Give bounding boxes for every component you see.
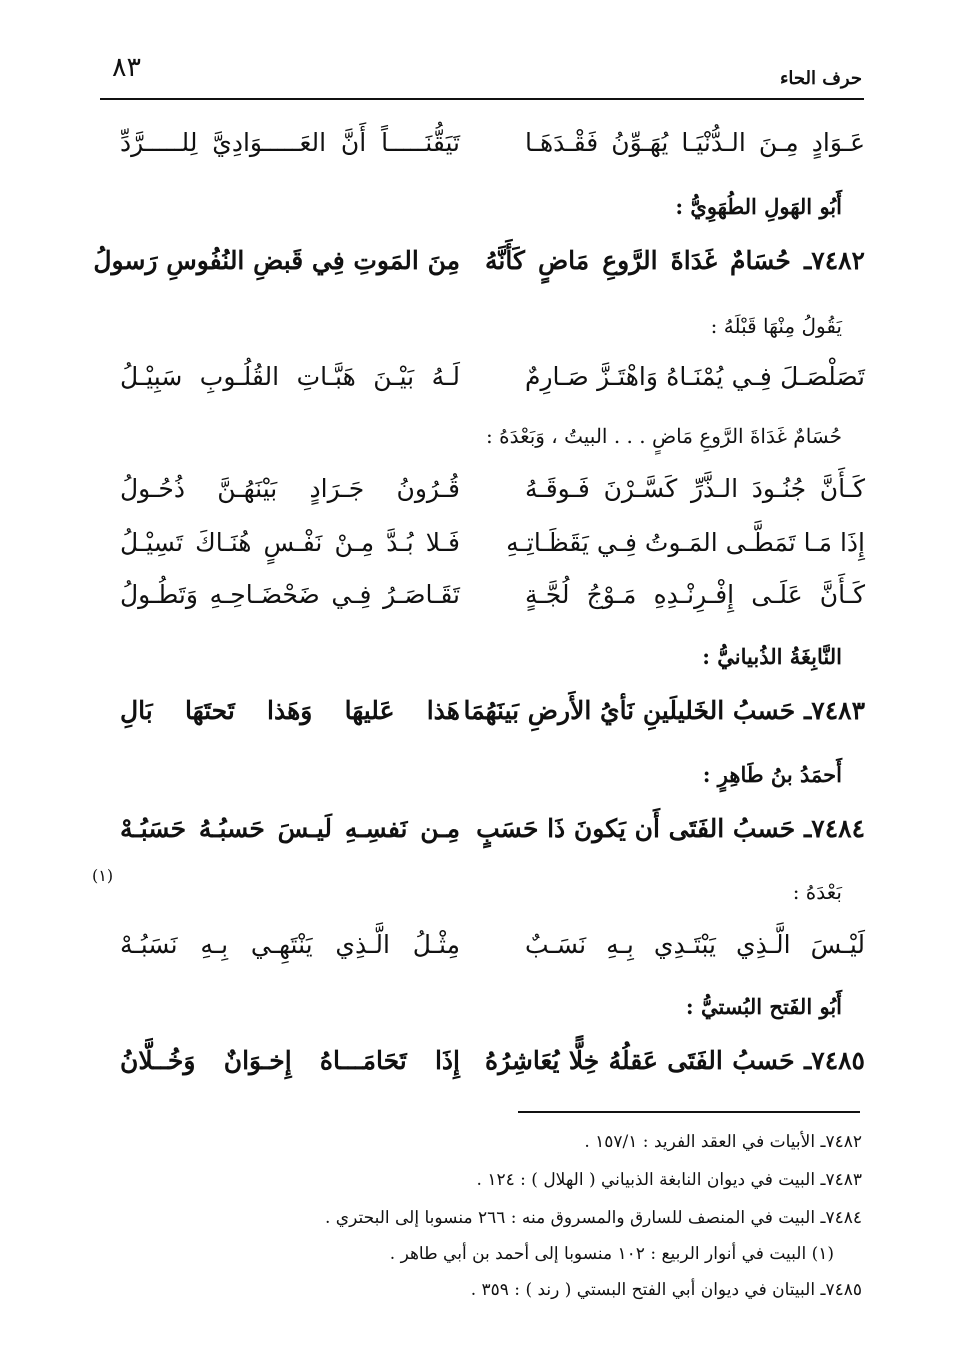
footnote-marker: (١) [92, 866, 114, 885]
verse-first-hemistich: لَيْـسَ الَّـذِي يَبْتَـدِي بِـهِ نَسَـبٌ [525, 930, 865, 959]
header-rule [100, 98, 864, 100]
verse-second-hemistich: هَذا عَليهَا وَهَذا تَحتَهَا بَالِ [120, 696, 460, 725]
verse-line [120, 474, 865, 503]
verse-second-hemistich: إِذَا تَحَامَـــاهُ إِخـوَانٌ وَخُــلَّانُ [120, 1046, 460, 1075]
running-head: حرف الحاء [779, 68, 862, 89]
verse-second-hemistich: لَـهُ بَيْـنَ هَبَّـاتِ القُلُـوبِ سَبِيْـلُ [120, 362, 460, 391]
page-number: ٨٣ [112, 52, 142, 83]
verse-second-hemistich: تَيَقُّنَـــــاً أَنَّ العَـــــوَادِيَّ لِلـــــرَّدِّ [120, 128, 460, 157]
footnote: ٧٤٨٢ـ الأبيات في العقد الفريد : ١٥٧/١ . [584, 1132, 862, 1152]
verse-first-hemistich [476, 814, 865, 843]
verse-first-hemistich: كَـأَنَّ عَلَـى إِفْـرِنْـدِهِ مَـوْجُ لُجَّـةٍ [525, 580, 865, 609]
poet-heading: أَبُو الفَتح البُستيُّ : [685, 994, 842, 1019]
intro-text: بَعْدَهُ : [792, 880, 842, 904]
verse-text: حَسبُ الخَليلَينِ نَأيُ الأَرضِ بَينَهُمَا [463, 696, 796, 725]
verse-line [120, 128, 865, 157]
verse-first-hemistich: تَصَلْصَـلَ فِـي يُمْنَـاهُ وَاهْتَـزَّ صَـارِمٌ [525, 362, 865, 391]
intro-text: حُسَامٌ غَدَاةَ الرَّوعِ مَاضٍ . . . البيتُ ، وَبَعْدَهُ : [486, 424, 842, 448]
verse-line [120, 580, 865, 609]
verse-number: ٧٤٨٣ـ [803, 696, 865, 725]
poet-heading: النَّابِغَةُ الذُبيانيُّ : [702, 644, 842, 669]
verse-first-hemistich [463, 696, 865, 725]
intro-text: يَقُولُ مِنْهَا قَبْلَهُ : [710, 314, 842, 338]
footnote: ٧٤٨٣ـ البيت في ديوان النابغة الذبياني ( الهلال ) : ١٢٤ . [476, 1170, 862, 1190]
verse-first-hemistich [485, 246, 865, 275]
verse-second-hemistich: مِنَ المَوتِ فِي قَبضِ النُفُوسِ رَسولُ [93, 246, 460, 275]
verse-number: ٧٤٨٥ـ [803, 1046, 865, 1075]
verse-text: حَسبُ الفَتَى أَن يَكونَ ذَا حَسَبٍ [476, 814, 796, 843]
footnote: (١) البيت في أنوار الربيع : ١٠٢ منسوبا إلى أحمد بن أبي طاهر . [389, 1244, 834, 1264]
verse-line-numbered [93, 246, 865, 275]
verse-second-hemistich: مِـن نَفسِـهِ لَيـسَ حَسبُـهُ حَسَبُـهْ [120, 814, 460, 843]
verse-first-hemistich: كَـأَنَّ جُنُـودَ الـذَّرِّ كَسَّـرْنَ فَـوقَـهُ [525, 474, 865, 503]
poet-heading: أَحمَدُ بنُ طَاهِرٍ : [702, 762, 842, 787]
verse-first-hemistich: عَـوَادٍ مِـنَ الـدُّنْيَـا يُهَـوِّنُ فَقْـدَهَـا [525, 128, 865, 157]
verse-line [120, 362, 865, 391]
verse-text: حُسَامٌ غَدَاةَ الرَّوعِ مَاضٍ كَأَنَّهُ [485, 246, 791, 275]
verse-second-hemistich: مِثْـلُ الَّـذِي يَنْتَهِـي بِـهِ نَسَبُـهْ [120, 930, 460, 959]
footnote: ٧٤٨٤ـ البيت في المنصف للسارق والمسروق منه : ٢٦٦ منسوبا إلى البحتري . [324, 1208, 862, 1228]
verse-number: ٧٤٨٢ـ [803, 246, 865, 275]
footnote-rule [518, 1111, 860, 1113]
verse-line [120, 528, 865, 557]
verse-first-hemistich: إِذَا مَـا تَمَطَّـى المَـوتُ فِـي يَقَظَـاتِـهِ [506, 528, 865, 557]
verse-text: حَسبُ الفَتَى عَقلُهُ خِلًّا يُعَاشِرُهُ [485, 1046, 795, 1075]
verse-second-hemistich: تَقَـاصَـرُ فِـي ضَحْضَـاحِـهِ وَتَطُـولُ [120, 580, 460, 609]
poet-heading: أَبُو الهَولِ الطُهَوِيُّ : [675, 194, 842, 219]
verse-second-hemistich: قُـرُونُ جَـرَادٍ بَيْنَهُـنَّ ذُحُـولُ [120, 474, 460, 503]
verse-line [120, 930, 865, 959]
verse-second-hemistich: فَـلا بُـدَّ مِـنْ نَفْـسٍ هُنَـاكَ تَسِيْـلُ [120, 528, 460, 557]
verse-line-numbered [120, 696, 865, 725]
verse-line-numbered [120, 814, 865, 843]
footnote: ٧٤٨٥ـ البيتان في ديوان أبي الفتح البستي ( رند ) : ٣٥٩ . [470, 1280, 862, 1300]
verse-line-numbered [120, 1046, 865, 1075]
verse-number: ٧٤٨٤ـ [803, 814, 865, 843]
verse-first-hemistich [485, 1046, 865, 1075]
